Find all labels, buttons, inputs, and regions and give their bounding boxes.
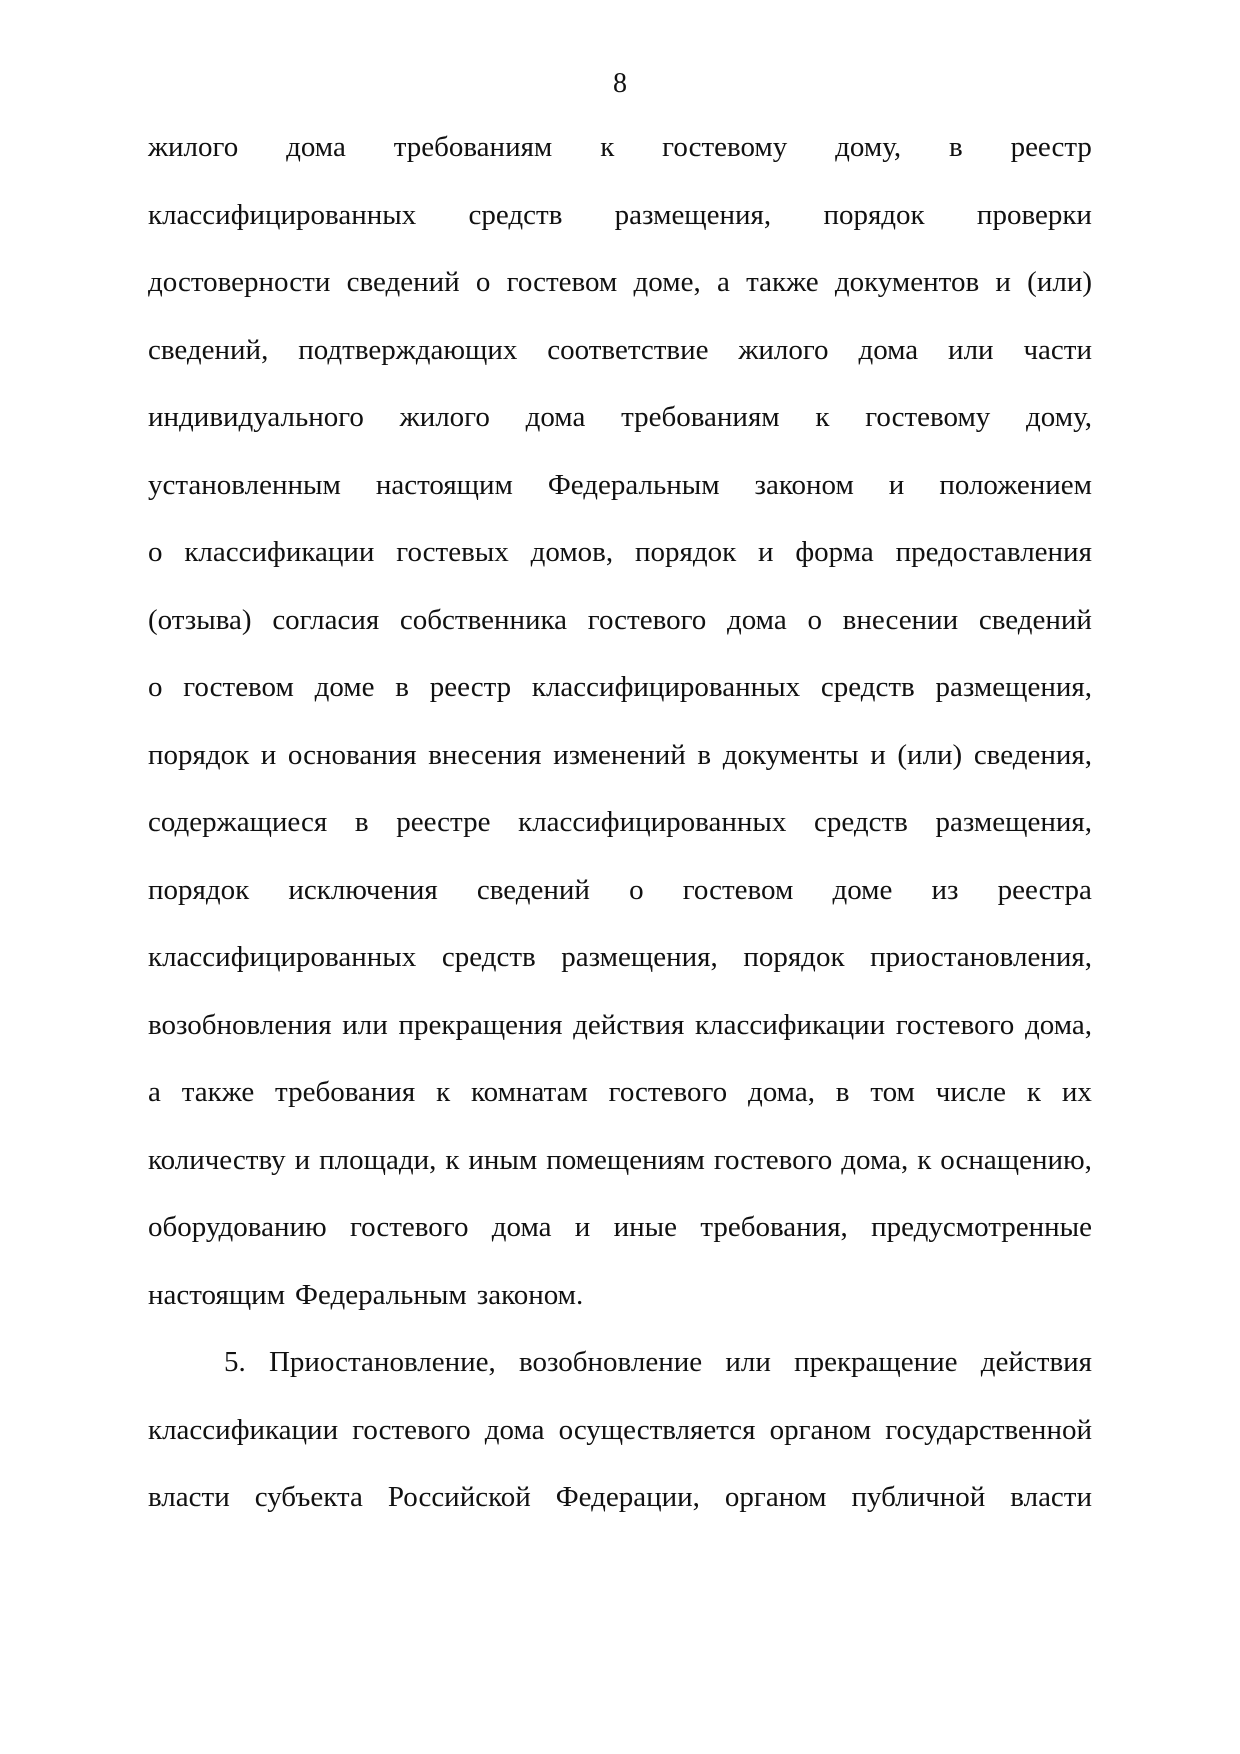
word: исключения xyxy=(288,873,438,906)
word: реестр xyxy=(1010,131,1092,163)
document-body xyxy=(148,130,1092,1548)
word: порядок xyxy=(148,738,250,771)
word: количеству xyxy=(148,1143,286,1176)
word: (или) xyxy=(1027,266,1092,298)
word: соответствие xyxy=(547,333,709,366)
word: Российской xyxy=(387,1481,531,1513)
word: гостевом xyxy=(183,671,294,703)
word: реестре xyxy=(396,806,491,838)
word: к xyxy=(445,1143,460,1176)
word: иным xyxy=(468,1143,538,1176)
word: (или) xyxy=(897,738,963,771)
word: Федеральным xyxy=(547,468,720,501)
word: прекращения xyxy=(398,1008,563,1041)
word: к xyxy=(436,1076,451,1108)
word: жилого xyxy=(148,131,239,163)
word: возобновление xyxy=(518,1346,703,1378)
word: собственника xyxy=(399,603,568,636)
word: гостевых xyxy=(396,536,509,568)
word: в xyxy=(835,1076,850,1108)
text-line xyxy=(148,400,1092,468)
word: жилого xyxy=(738,333,829,366)
word: средств xyxy=(468,198,563,231)
word: и xyxy=(888,468,905,501)
word: дома xyxy=(484,1413,545,1446)
word: жилого xyxy=(399,401,490,433)
word: или xyxy=(948,333,994,366)
word: Федерации, xyxy=(555,1481,700,1513)
word: помещениям xyxy=(546,1143,705,1176)
text-line xyxy=(148,670,1092,738)
word: власти xyxy=(1010,1481,1092,1513)
word: (отзыва) xyxy=(148,603,252,636)
word: доме xyxy=(314,671,375,703)
text-line xyxy=(148,1480,1092,1548)
word: и xyxy=(870,738,886,771)
word: сведений xyxy=(978,603,1092,636)
word: средств xyxy=(441,941,536,973)
word: дома, xyxy=(747,1076,815,1108)
word: также xyxy=(746,266,819,298)
word: к xyxy=(1026,1076,1041,1108)
word: подтверждающих xyxy=(298,333,518,366)
word: их xyxy=(1061,1076,1092,1108)
word: иные xyxy=(613,1211,678,1243)
page-number: 8 xyxy=(613,68,627,99)
word: осуществляется xyxy=(558,1413,756,1446)
word: и xyxy=(574,1211,591,1243)
word: к xyxy=(815,401,830,433)
word: классификации xyxy=(184,536,375,568)
word: реестр xyxy=(429,671,512,703)
word: согласия xyxy=(272,603,380,636)
word: дома xyxy=(726,603,787,636)
text-line xyxy=(148,873,1092,941)
word: гостевого xyxy=(352,1413,471,1446)
word: части xyxy=(1023,333,1092,366)
word: Федеральным xyxy=(295,1278,467,1311)
word: основания xyxy=(287,738,417,771)
word: размещения, xyxy=(614,198,772,231)
word: гостевому xyxy=(865,401,991,433)
word: органом xyxy=(724,1481,827,1513)
word: дому, xyxy=(835,131,902,163)
word: и xyxy=(995,266,1011,298)
word: дома xyxy=(286,131,346,163)
word: доме xyxy=(832,873,893,906)
word: площади, xyxy=(319,1143,437,1176)
word: дома, xyxy=(1025,1008,1092,1041)
word: о xyxy=(629,873,644,906)
paragraph-first-line xyxy=(148,1345,1092,1413)
word: документы xyxy=(722,738,859,771)
word: из xyxy=(931,873,959,906)
word: классификации xyxy=(148,1413,339,1446)
word: требования, xyxy=(700,1211,848,1243)
word: а xyxy=(148,1076,161,1108)
word: реестра xyxy=(997,873,1092,906)
word: требованиям xyxy=(393,131,553,163)
word: также xyxy=(181,1076,255,1108)
text-line xyxy=(148,1008,1092,1076)
text-line xyxy=(148,468,1092,536)
word: доме, xyxy=(633,266,701,298)
word: дому, xyxy=(1026,401,1092,433)
text-line xyxy=(148,805,1092,873)
word: или xyxy=(342,1008,388,1041)
word: предоставления xyxy=(895,536,1092,568)
word: средств xyxy=(820,671,915,703)
word: содержащиеся xyxy=(148,806,328,838)
word: к xyxy=(600,131,615,163)
word: в xyxy=(948,131,963,163)
word: в xyxy=(354,806,369,838)
word: классифицированных xyxy=(531,671,801,703)
word: оборудованию xyxy=(148,1211,327,1243)
text-line xyxy=(148,1143,1092,1211)
text-line xyxy=(148,940,1092,1008)
word: субъекта xyxy=(254,1481,363,1513)
word: возобновления xyxy=(148,1008,332,1041)
word: изменений xyxy=(553,738,686,771)
word: гостевого xyxy=(608,1076,728,1108)
word: в xyxy=(697,738,712,771)
word: средств xyxy=(814,806,908,838)
word: размещения, xyxy=(561,941,718,973)
text-line xyxy=(148,265,1092,333)
word: числе xyxy=(935,1076,1007,1108)
word: положением xyxy=(939,468,1092,501)
word: сведения, xyxy=(973,738,1092,771)
word: сведений xyxy=(476,873,590,906)
word: органом xyxy=(769,1413,872,1446)
word: законом. xyxy=(476,1278,584,1311)
word: классифицированных xyxy=(148,198,417,231)
word: документов xyxy=(834,266,980,298)
word: сведений, xyxy=(148,333,269,366)
word: порядок xyxy=(148,873,250,906)
word: предусмотренные xyxy=(871,1211,1092,1243)
word: внесении xyxy=(842,603,959,636)
word: домов, xyxy=(530,536,614,568)
word: порядок xyxy=(634,536,737,568)
word: в xyxy=(395,671,409,703)
text-line xyxy=(148,333,1092,401)
text-line xyxy=(148,1413,1092,1481)
word: Приостановление, xyxy=(268,1346,496,1378)
word: о xyxy=(807,603,822,636)
word: установленным xyxy=(148,468,341,501)
word: настоящим xyxy=(375,468,513,501)
word: форма xyxy=(795,536,874,568)
word: действия xyxy=(980,1346,1092,1378)
word: о xyxy=(475,266,491,298)
word: о xyxy=(148,536,163,568)
text-line xyxy=(148,198,1092,266)
word: дома xyxy=(858,333,919,366)
word: гостевом xyxy=(506,266,618,298)
word: настоящим xyxy=(148,1278,286,1311)
word: и xyxy=(758,536,774,568)
word: классифицированных xyxy=(148,941,417,973)
word: приостановления, xyxy=(870,941,1092,973)
word: размещения, xyxy=(935,671,1092,703)
word: классифицированных xyxy=(518,806,787,838)
word: гостевому xyxy=(662,131,788,163)
word: действия xyxy=(573,1008,685,1041)
word: сведений xyxy=(346,266,460,298)
word: гостевого xyxy=(587,603,707,636)
word: прекращение xyxy=(794,1346,958,1378)
word: а xyxy=(716,266,730,298)
word: оснащению, xyxy=(940,1143,1092,1176)
word: к xyxy=(917,1143,932,1176)
word: требования xyxy=(275,1076,416,1108)
word: индивидуального xyxy=(148,401,364,433)
word: государственной xyxy=(885,1413,1092,1446)
text-line xyxy=(148,603,1092,671)
word: 5. xyxy=(224,1346,246,1378)
word: внесения xyxy=(428,738,542,771)
word: размещения, xyxy=(935,806,1092,838)
text-line xyxy=(148,535,1092,603)
word: дома xyxy=(491,1211,552,1243)
word: классификации xyxy=(695,1008,886,1041)
text-line xyxy=(148,1210,1092,1278)
word: о xyxy=(148,671,163,703)
word: достоверности xyxy=(148,266,331,298)
word: законом xyxy=(754,468,854,501)
word: гостевого xyxy=(895,1008,1015,1041)
word: том xyxy=(870,1076,915,1108)
word: порядок xyxy=(823,198,925,231)
word: и xyxy=(260,738,277,771)
word: дома xyxy=(525,401,586,433)
word: власти xyxy=(148,1481,230,1513)
word: публичной xyxy=(851,1481,986,1513)
word: и xyxy=(294,1143,311,1176)
text-line xyxy=(148,738,1092,806)
word: гостевого xyxy=(349,1211,469,1243)
word: требованиям xyxy=(621,401,780,433)
text-line xyxy=(148,1075,1092,1143)
word: дома, xyxy=(841,1143,909,1176)
text-line xyxy=(148,130,1092,198)
word: или xyxy=(725,1346,771,1378)
word: проверки xyxy=(976,198,1092,231)
word: гостевого xyxy=(713,1143,833,1176)
word: гостевом xyxy=(682,873,794,906)
word: комнатам xyxy=(471,1076,588,1108)
text-line-paragraph-end xyxy=(148,1278,1092,1346)
word: порядок xyxy=(743,941,845,973)
